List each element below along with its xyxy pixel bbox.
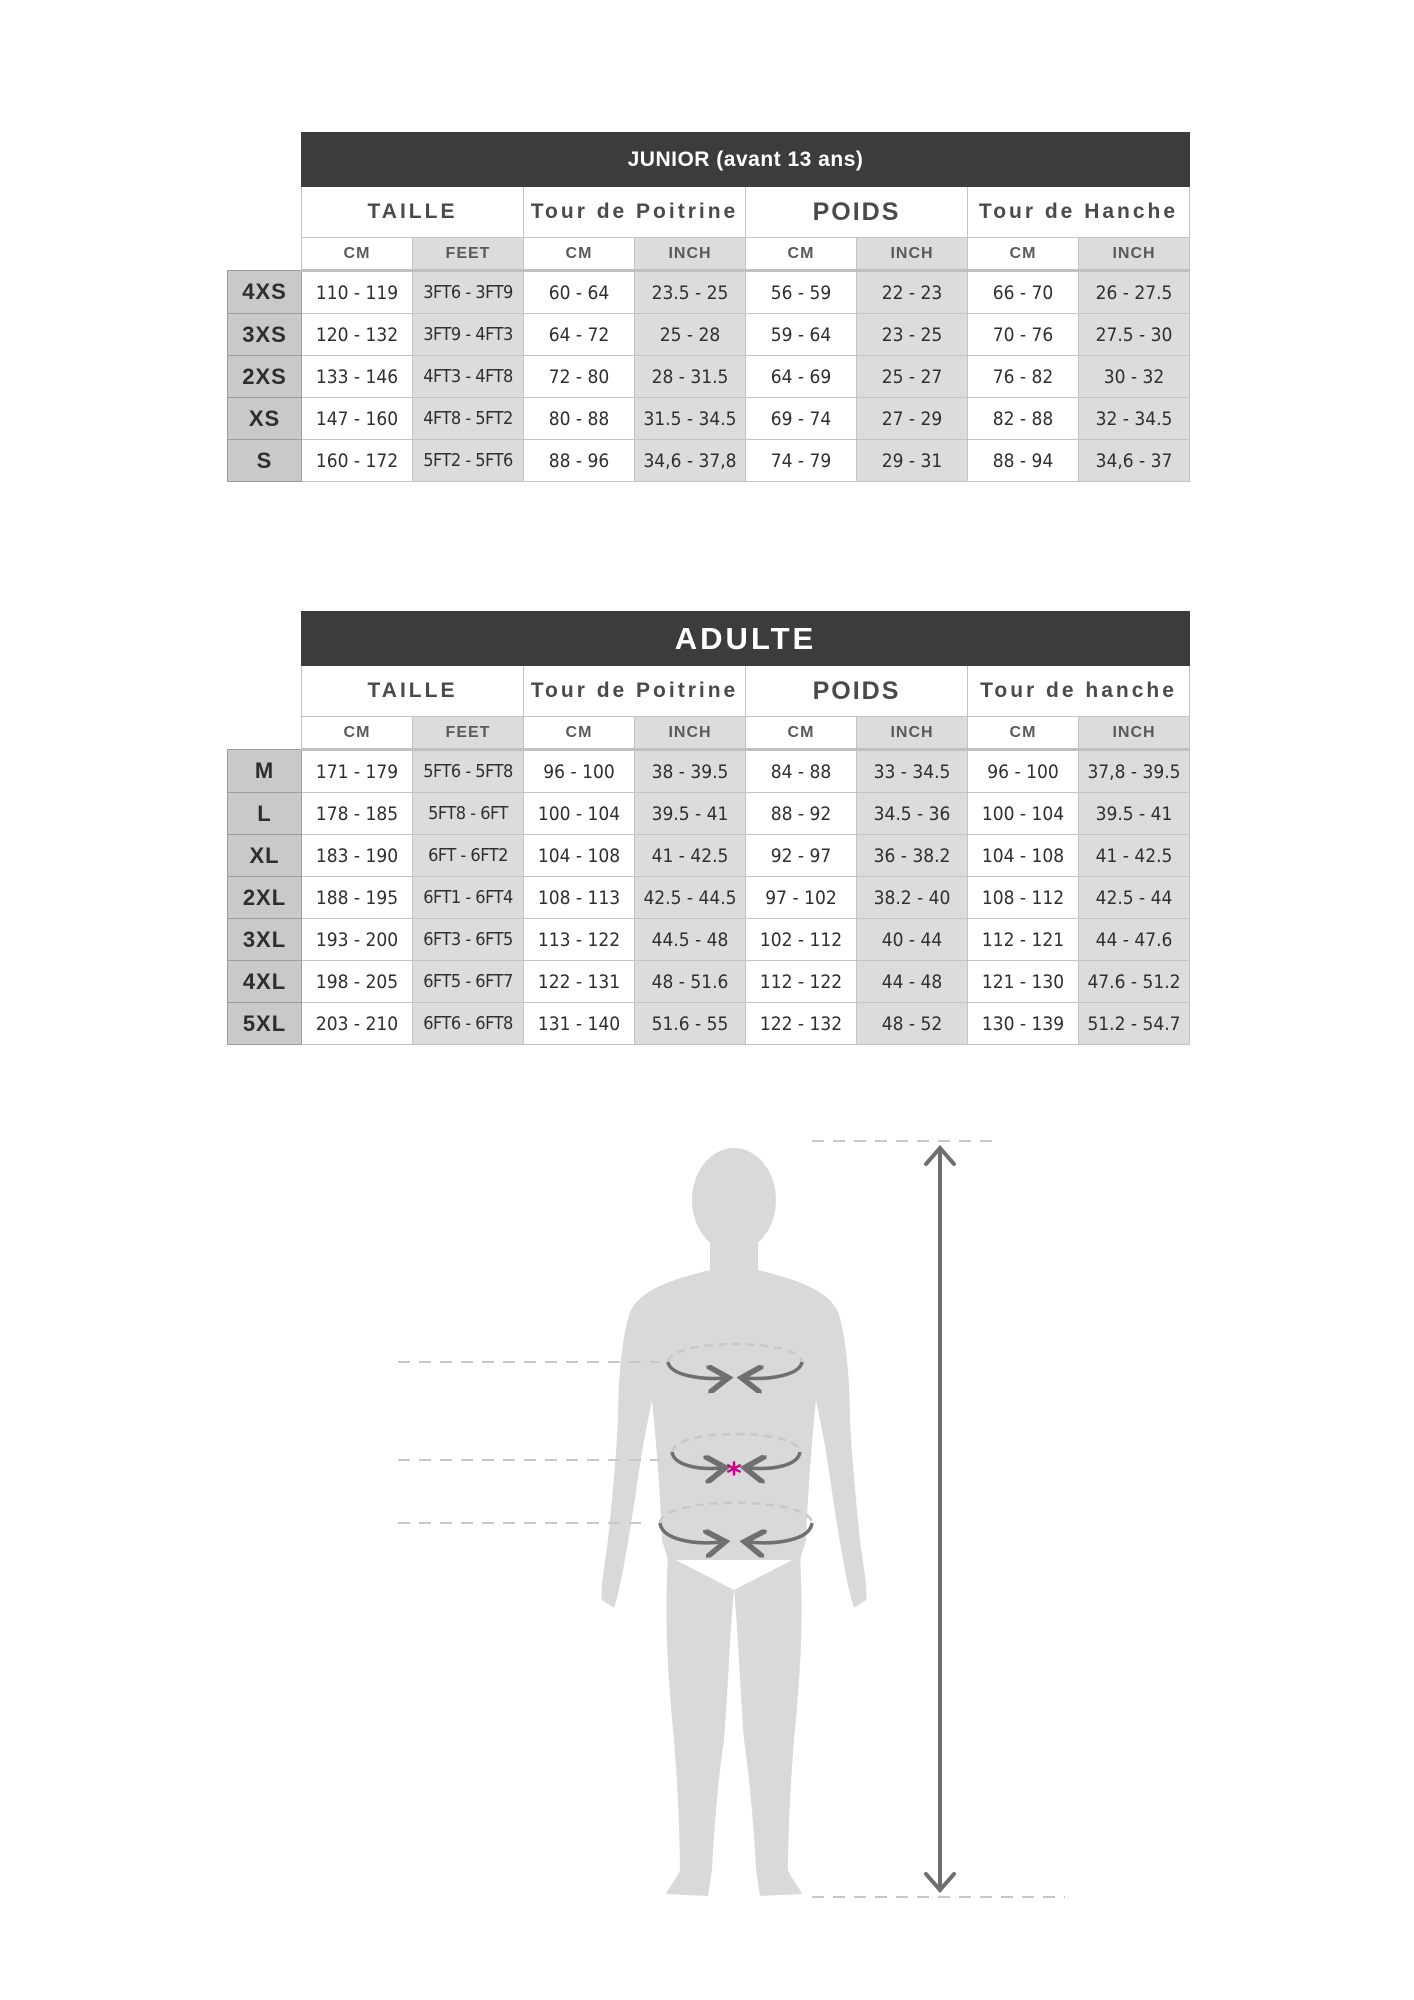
measurement-cell: 122 - 132	[746, 1003, 857, 1045]
height-arrow-icon	[926, 1148, 954, 1890]
measurement-cell: 39.5 - 41	[1079, 793, 1190, 835]
human-silhouette-icon	[601, 1148, 866, 1896]
measurement-cell: 70 - 76	[968, 314, 1079, 356]
unit-header: INCH	[857, 238, 968, 271]
group-header-poitrine: Tour de Poitrine	[524, 666, 746, 717]
silhouette-torso	[601, 1270, 866, 1608]
size-label: 5XL	[228, 1003, 302, 1045]
measurement-cell: 6FT - 6FT2	[413, 835, 524, 877]
measurement-cell: 6FT3 - 6FT5	[413, 919, 524, 961]
measurement-cell: 92 - 97	[746, 835, 857, 877]
measurement-cell: 113 - 122	[524, 919, 635, 961]
measurement-cell: 88 - 92	[746, 793, 857, 835]
measurement-cell: 100 - 104	[524, 793, 635, 835]
table-title: ADULTE	[302, 612, 1190, 666]
measurement-cell: 5FT8 - 6FT	[413, 793, 524, 835]
measurement-cell: 188 - 195	[302, 877, 413, 919]
size-label: 3XS	[228, 314, 302, 356]
silhouette-right-leg	[734, 1556, 802, 1896]
group-header-poitrine: Tour de Poitrine	[524, 187, 746, 238]
measurement-cell: 96 - 100	[968, 750, 1079, 793]
measurement-cell: 203 - 210	[302, 1003, 413, 1045]
measurement-cell: 38 - 39.5	[635, 750, 746, 793]
measurement-cell: 48 - 51.6	[635, 961, 746, 1003]
measurement-cell: 108 - 112	[968, 877, 1079, 919]
measurement-cell: 112 - 121	[968, 919, 1079, 961]
measurement-cell: 42.5 - 44.5	[635, 877, 746, 919]
measurement-cell: 160 - 172	[302, 440, 413, 482]
group-header-poids: POIDS	[746, 666, 968, 717]
measurement-cell: 120 - 132	[302, 314, 413, 356]
unit-header: CM	[302, 238, 413, 271]
measurement-cell: 31.5 - 34.5	[635, 398, 746, 440]
measurement-cell: 84 - 88	[746, 750, 857, 793]
measurement-cell: 34,6 - 37	[1079, 440, 1190, 482]
measurement-cell: 130 - 139	[968, 1003, 1079, 1045]
measurement-cell: 131 - 140	[524, 1003, 635, 1045]
size-label: 4XL	[228, 961, 302, 1003]
measurement-cell: 39.5 - 41	[635, 793, 746, 835]
size-label: L	[228, 793, 302, 835]
measurement-cell: 47.6 - 51.2	[1079, 961, 1190, 1003]
measurement-cell: 26 - 27.5	[1079, 271, 1190, 314]
measurement-cell: 76 - 82	[968, 356, 1079, 398]
silhouette-left-leg	[666, 1556, 734, 1896]
measurement-cell: 82 - 88	[968, 398, 1079, 440]
measurement-cell: 72 - 80	[524, 356, 635, 398]
measurement-cell: 5FT2 - 5FT6	[413, 440, 524, 482]
measurement-cell: 3FT6 - 3FT9	[413, 271, 524, 314]
unit-header: CM	[524, 238, 635, 271]
measurement-cell: 108 - 113	[524, 877, 635, 919]
unit-header: CM	[746, 717, 857, 750]
unit-header: INCH	[1079, 717, 1190, 750]
measurement-cell: 37,8 - 39.5	[1079, 750, 1190, 793]
unit-header: INCH	[635, 717, 746, 750]
unit-header: FEET	[413, 238, 524, 271]
measurement-cell: 29 - 31	[857, 440, 968, 482]
measurement-cell: 97 - 102	[746, 877, 857, 919]
measurement-cell: 22 - 23	[857, 271, 968, 314]
measurement-cell: 60 - 64	[524, 271, 635, 314]
measurement-cell: 28 - 31.5	[635, 356, 746, 398]
measurement-cell: 23.5 - 25	[635, 271, 746, 314]
measurement-cell: 41 - 42.5	[635, 835, 746, 877]
size-label: 3XL	[228, 919, 302, 961]
size-label: 2XS	[228, 356, 302, 398]
measurement-cell: 147 - 160	[302, 398, 413, 440]
measurement-cell: 25 - 27	[857, 356, 968, 398]
measurement-cell: 100 - 104	[968, 793, 1079, 835]
measurement-cell: 104 - 108	[524, 835, 635, 877]
measurement-cell: 6FT6 - 6FT8	[413, 1003, 524, 1045]
measurement-cell: 34,6 - 37,8	[635, 440, 746, 482]
measurement-cell: 96 - 100	[524, 750, 635, 793]
measurement-cell: 44.5 - 48	[635, 919, 746, 961]
table-title: JUNIOR (avant 13 ans)	[302, 133, 1190, 187]
measurement-cell: 64 - 69	[746, 356, 857, 398]
measurement-cell: 51.6 - 55	[635, 1003, 746, 1045]
measurement-cell: 25 - 28	[635, 314, 746, 356]
measurement-cell: 198 - 205	[302, 961, 413, 1003]
silhouette-head	[692, 1148, 776, 1252]
unit-header: CM	[302, 717, 413, 750]
measurement-cell: 44 - 48	[857, 961, 968, 1003]
waist-marker-icon: *	[726, 1457, 742, 1492]
measurement-cell: 88 - 96	[524, 440, 635, 482]
measurement-cell: 4FT8 - 5FT2	[413, 398, 524, 440]
measurement-cell: 40 - 44	[857, 919, 968, 961]
unit-header: CM	[746, 238, 857, 271]
measurement-cell: 38.2 - 40	[857, 877, 968, 919]
measurement-cell: 42.5 - 44	[1079, 877, 1190, 919]
unit-header: INCH	[857, 717, 968, 750]
measurement-cell: 121 - 130	[968, 961, 1079, 1003]
measurement-cell: 193 - 200	[302, 919, 413, 961]
group-header-taille: TAILLE	[302, 187, 524, 238]
size-label: M	[228, 750, 302, 793]
measurement-cell: 23 - 25	[857, 314, 968, 356]
size-label: XS	[228, 398, 302, 440]
group-header-taille: TAILLE	[302, 666, 524, 717]
measurement-cell: 33 - 34.5	[857, 750, 968, 793]
group-header-poids: POIDS	[746, 187, 968, 238]
measurement-cell: 183 - 190	[302, 835, 413, 877]
group-header-hanche: Tour de hanche	[968, 666, 1190, 717]
measurement-cell: 104 - 108	[968, 835, 1079, 877]
measurement-cell: 4FT3 - 4FT8	[413, 356, 524, 398]
measurement-cell: 133 - 146	[302, 356, 413, 398]
unit-header: CM	[968, 238, 1079, 271]
measurement-cell: 66 - 70	[968, 271, 1079, 314]
unit-header: CM	[524, 717, 635, 750]
measurement-cell: 27.5 - 30	[1079, 314, 1190, 356]
measurement-cell: 30 - 32	[1079, 356, 1190, 398]
measurement-cell: 74 - 79	[746, 440, 857, 482]
unit-header: INCH	[635, 238, 746, 271]
measurement-cell: 5FT6 - 5FT8	[413, 750, 524, 793]
measurement-cell: 41 - 42.5	[1079, 835, 1190, 877]
measurement-cell: 51.2 - 54.7	[1079, 1003, 1190, 1045]
unit-header: FEET	[413, 717, 524, 750]
measurement-cell: 102 - 112	[746, 919, 857, 961]
measurement-cell: 112 - 122	[746, 961, 857, 1003]
unit-header: CM	[968, 717, 1079, 750]
measurement-cell: 56 - 59	[746, 271, 857, 314]
measurement-cell: 3FT9 - 4FT3	[413, 314, 524, 356]
measurement-cell: 110 - 119	[302, 271, 413, 314]
measurement-cell: 59 - 64	[746, 314, 857, 356]
measurement-cell: 178 - 185	[302, 793, 413, 835]
measurement-cell: 69 - 74	[746, 398, 857, 440]
measurement-cell: 34.5 - 36	[857, 793, 968, 835]
measurement-cell: 6FT5 - 6FT7	[413, 961, 524, 1003]
measurement-cell: 171 - 179	[302, 750, 413, 793]
group-header-hanche: Tour de Hanche	[968, 187, 1190, 238]
measurement-cell: 64 - 72	[524, 314, 635, 356]
measurement-cell: 32 - 34.5	[1079, 398, 1190, 440]
measurement-cell: 6FT1 - 6FT4	[413, 877, 524, 919]
measurement-cell: 88 - 94	[968, 440, 1079, 482]
measurement-cell: 80 - 88	[524, 398, 635, 440]
measurement-cell: 44 - 47.6	[1079, 919, 1190, 961]
size-label: 2XL	[228, 877, 302, 919]
measurement-cell: 122 - 131	[524, 961, 635, 1003]
measurement-cell: 36 - 38.2	[857, 835, 968, 877]
measurement-cell: 27 - 29	[857, 398, 968, 440]
size-label: S	[228, 440, 302, 482]
unit-header: INCH	[1079, 238, 1190, 271]
measurement-cell: 48 - 52	[857, 1003, 968, 1045]
size-label: XL	[228, 835, 302, 877]
size-label: 4XS	[228, 271, 302, 314]
